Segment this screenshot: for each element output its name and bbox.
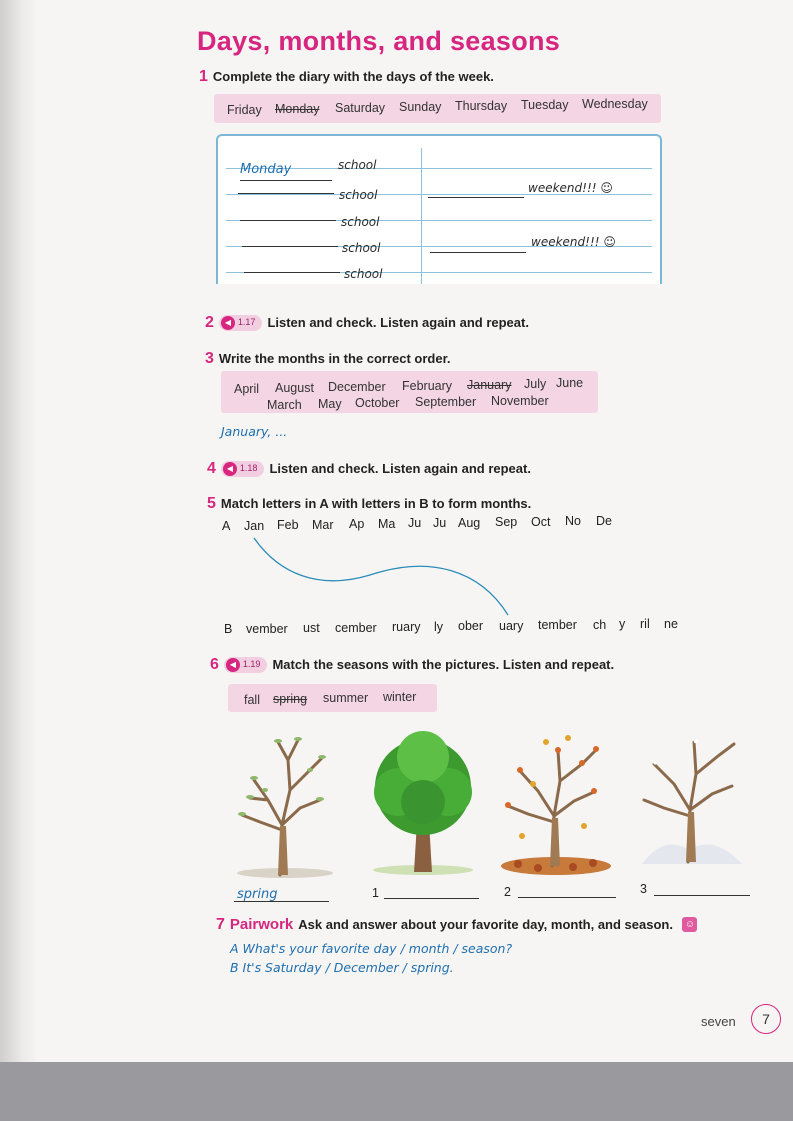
diary-activity: school	[344, 267, 383, 281]
a-segment[interactable]: Ju	[433, 516, 447, 530]
season-word: summer	[323, 691, 369, 705]
picture-number: 2	[504, 885, 511, 899]
exercise-number: 5	[207, 495, 216, 512]
diary-note: weekend!!! ☺	[531, 235, 616, 249]
diary-day-blank[interactable]	[428, 197, 524, 198]
ex1-word-box	[214, 94, 661, 123]
a-segment[interactable]: Feb	[277, 518, 299, 532]
a-segment[interactable]: Ap	[349, 517, 365, 531]
answer-blank[interactable]	[518, 897, 616, 898]
a-segment[interactable]: Aug	[458, 516, 481, 530]
diary-day-blank[interactable]	[242, 246, 338, 247]
word-friday: Friday	[227, 103, 262, 117]
exercise-instruction: Match letters in A with letters in B to form months.	[220, 496, 532, 511]
month-word: February	[402, 379, 453, 393]
month-word: July	[524, 377, 547, 391]
audio-track-badge[interactable]	[219, 315, 263, 331]
month-word: August	[275, 381, 314, 395]
exercise-number: 6	[210, 656, 219, 673]
word-wednesday: Wednesday	[582, 97, 648, 111]
track-number: 1.18	[239, 462, 258, 473]
exercise-instruction: Complete the diary with the days of the week.	[212, 69, 494, 84]
a-segment[interactable]: Ju	[408, 516, 422, 530]
b-segment[interactable]: ruary	[392, 620, 421, 634]
a-segment[interactable]: De	[596, 514, 612, 528]
tree-fall-illustration	[498, 726, 614, 876]
dialogue-line-b: B It's Saturday / December / spring.	[230, 960, 454, 975]
month-word: December	[328, 380, 386, 394]
matching-line	[240, 530, 530, 620]
example-answer-spring: spring	[237, 887, 278, 902]
speaker-icon: ◀	[223, 462, 237, 476]
diary-day-blank[interactable]	[240, 220, 336, 221]
exercise-1-heading	[199, 68, 494, 86]
b-segment[interactable]: ril	[640, 617, 650, 631]
diary-day-blank[interactable]	[244, 272, 340, 273]
answer-blank[interactable]	[384, 898, 479, 899]
a-segment[interactable]: Jan	[244, 519, 265, 533]
pairwork-speech-icon: ☺	[682, 917, 697, 932]
diary-activity: school	[339, 188, 378, 202]
word-tuesday: Tuesday	[521, 98, 569, 112]
a-segment[interactable]: Mar	[312, 518, 334, 532]
pink-ribbon-decoration	[739, 0, 793, 4]
ex3-answer-start[interactable]: January, ...	[221, 424, 288, 439]
exercise-number: 4	[207, 460, 216, 477]
a-segment[interactable]: Ma	[378, 517, 396, 531]
b-segment[interactable]: cember	[335, 621, 377, 635]
b-segment[interactable]: ch	[593, 618, 607, 632]
exercise-instruction: Match the seasons with the pictures. Listen and repeat.	[272, 657, 615, 672]
exercise-number: 1	[199, 68, 208, 85]
b-segment[interactable]: ne	[664, 617, 678, 631]
b-segment[interactable]: y	[619, 617, 626, 631]
page-spine-shadow	[0, 0, 38, 1062]
exercise-3-heading	[205, 350, 451, 368]
exercise-4-heading	[207, 460, 531, 478]
speaker-icon: ◀	[221, 316, 235, 330]
month-word-crossed: January	[467, 378, 512, 392]
word-monday-crossed: Monday	[275, 102, 320, 116]
audio-track-badge[interactable]	[224, 657, 268, 673]
track-number: 1.17	[237, 316, 256, 327]
exercise-5-heading	[207, 495, 531, 513]
tree-summer-illustration	[368, 722, 478, 877]
season-word: winter	[383, 690, 417, 704]
a-segment[interactable]: Sep	[495, 515, 518, 529]
b-segment[interactable]: ust	[303, 621, 320, 635]
tree-winter-illustration	[634, 722, 750, 872]
speaker-icon: ◀	[226, 658, 240, 672]
exercise-number: 2	[205, 314, 214, 331]
b-segment[interactable]: uary	[499, 619, 524, 633]
diary-day-blank[interactable]	[430, 252, 526, 253]
row-b-label: B	[224, 622, 233, 636]
b-segment[interactable]: vember	[246, 622, 288, 636]
diary-day-blank[interactable]	[238, 193, 334, 194]
picture-number: 1	[372, 886, 379, 900]
diary-day-answer: Monday	[240, 162, 292, 177]
season-word: fall	[244, 693, 260, 707]
b-segment[interactable]: ly	[434, 620, 444, 634]
ex6-season-box	[228, 684, 437, 712]
page-number-word: seven	[701, 1014, 736, 1029]
month-word: September	[415, 395, 477, 409]
page-number-badge: 7	[751, 1004, 781, 1034]
month-word: April	[234, 382, 260, 396]
b-segment[interactable]: ober	[458, 619, 484, 633]
exercise-number: 3	[205, 350, 214, 367]
diary-activity: school	[338, 158, 377, 172]
b-segment[interactable]: tember	[538, 618, 577, 632]
picture-number: 3	[640, 882, 647, 896]
exercise-instruction: Listen and check. Listen again and repeat.	[269, 461, 531, 476]
exercise-instruction: Ask and answer about your favorite day, month, and season.	[298, 917, 673, 932]
month-word: June	[556, 376, 584, 390]
a-segment[interactable]: No	[565, 514, 581, 528]
word-thursday: Thursday	[455, 99, 508, 113]
month-word: March	[267, 398, 302, 412]
diary-activity: school	[342, 241, 381, 255]
audio-track-badge[interactable]	[221, 461, 265, 477]
a-segment[interactable]: Oct	[531, 515, 551, 529]
answer-blank[interactable]	[234, 901, 329, 902]
diary-table	[216, 134, 662, 284]
ex3-month-box	[221, 371, 598, 413]
answer-blank[interactable]	[654, 895, 750, 896]
month-word: May	[318, 397, 342, 411]
pairwork-label: Pairwork	[229, 916, 294, 933]
word-saturday: Saturday	[335, 101, 386, 115]
page-title: Days, months, and seasons	[197, 26, 561, 56]
track-number: 1.19	[242, 658, 261, 669]
exercise-number: 7	[216, 916, 225, 933]
exercise-6-heading	[210, 656, 614, 674]
diary-activity: school	[341, 215, 380, 229]
row-a-label: A	[222, 519, 231, 533]
month-word: November	[491, 394, 549, 408]
diary-note: weekend!!! ☺	[528, 181, 613, 195]
exercise-instruction: Listen and check. Listen again and repeat.	[267, 315, 529, 330]
month-word: October	[355, 396, 400, 410]
exercise-2-heading	[205, 314, 529, 332]
word-sunday: Sunday	[399, 100, 442, 114]
dialogue-line-a: A What's your favorite day / month / season?	[230, 941, 513, 956]
exercise-7-heading	[216, 916, 697, 934]
season-word-crossed: spring	[273, 692, 308, 706]
exercise-instruction: Write the months in the correct order.	[218, 351, 451, 366]
tree-spring-illustration	[230, 730, 340, 880]
